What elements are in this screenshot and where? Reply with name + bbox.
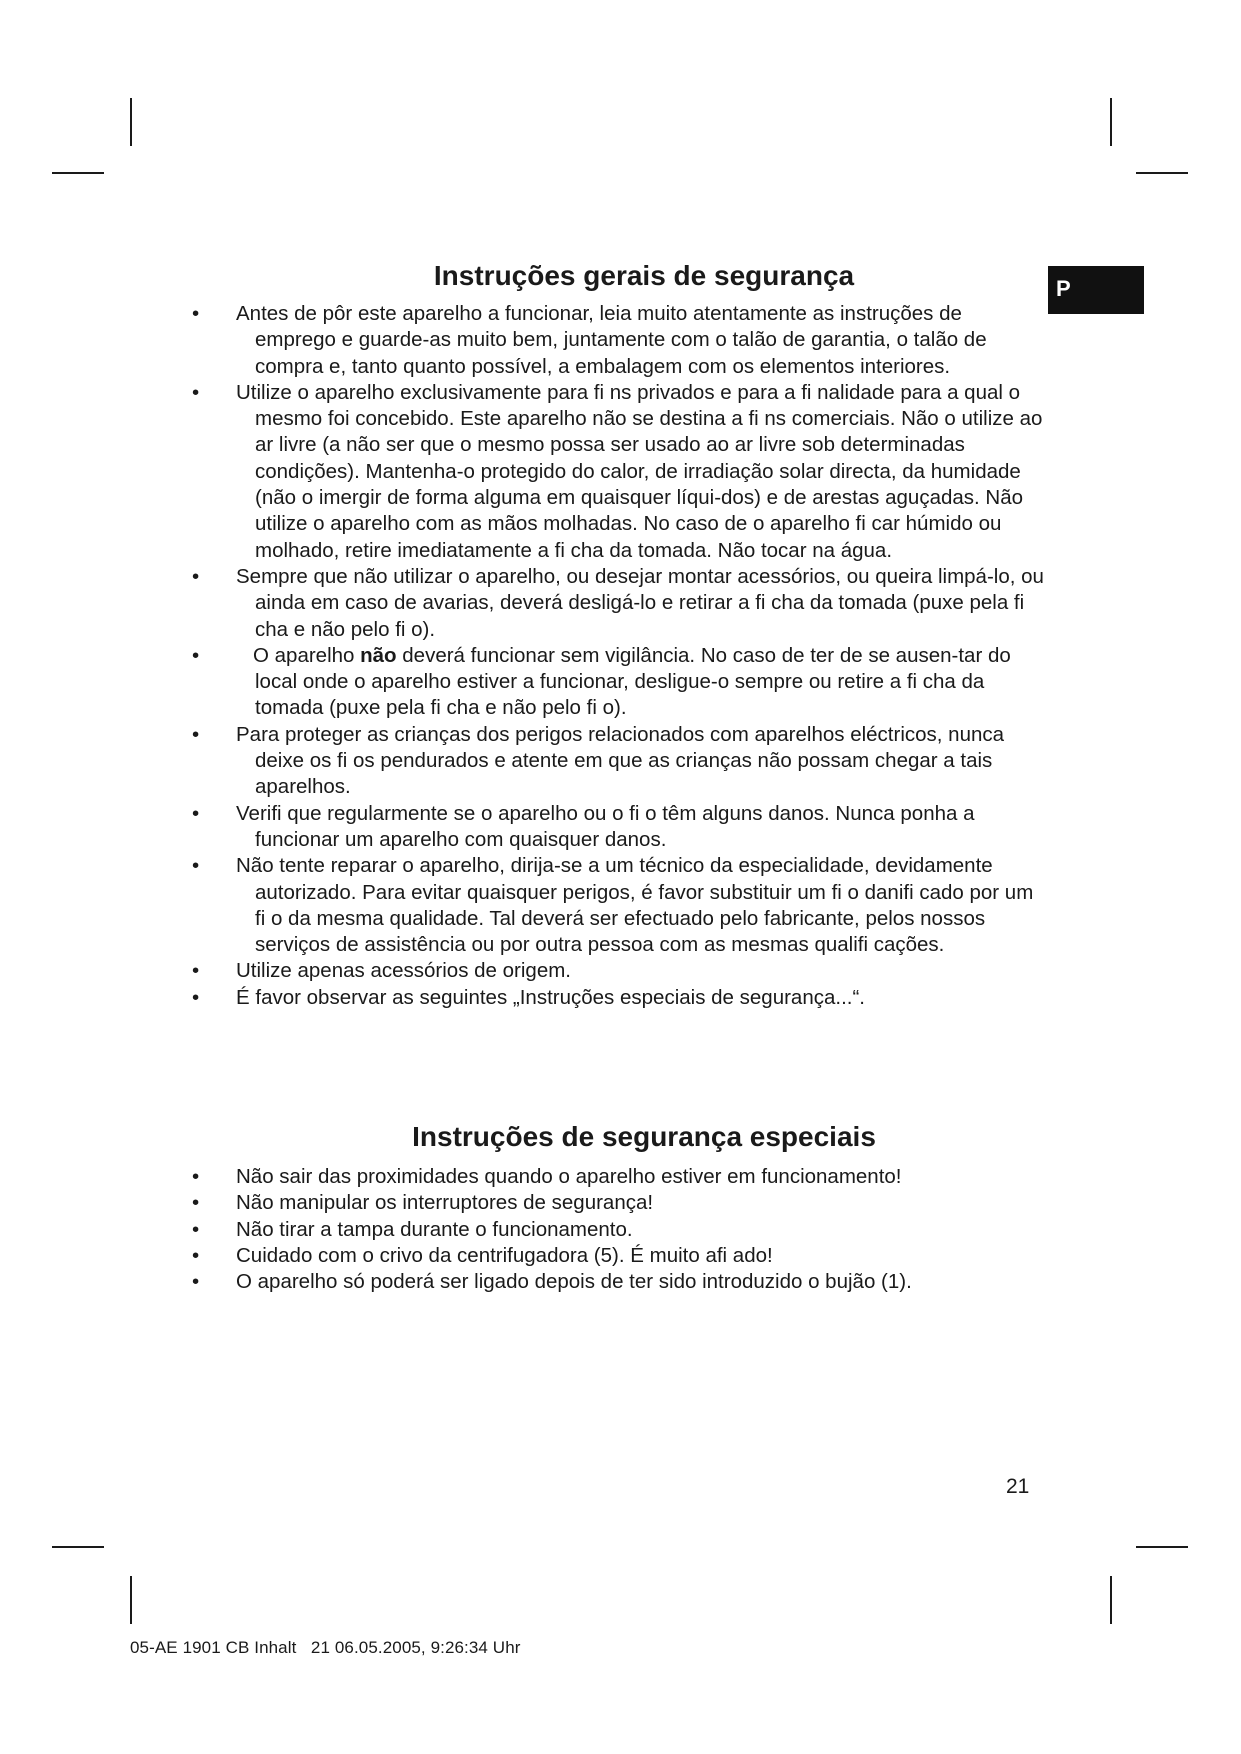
bullet-icon: • — [192, 1217, 200, 1241]
crop-mark-top-right-vertical — [1110, 98, 1112, 146]
list-item: • Para proteger as crianças dos perigos relacionados com aparelhos eléctricos, nunca deixe os fi os pendurados e atente em que as crianças não possam chegar a tais aparelhos. — [192, 722, 1005, 799]
special-safety-section — [192, 1120, 1048, 1295]
list-item: • Não tente reparar o aparelho, dirija-se a um técnico da especialidade, devidamente autorizado. Para evitar quaisquer perigos, é favor substituir um fi o danifi cado por um fi o da mesma qualidade. Tal deverá ser efectuado pelo fabricante, pelos nossos serviços de assistência ou por outra pessoa com as mesmas qualifi cações. — [192, 854, 1034, 957]
list-item: • Sempre que não utilizar o aparelho, ou desejar montar acessórios, ou queira limpá-lo, ou ainda em caso de avarias, deverá desligá-lo e retirar a fi cha da tomada (puxe pela fi cha e não pelo fi o). — [192, 564, 1044, 641]
bullet-icon: • — [192, 959, 200, 983]
bullet-icon: • — [192, 1165, 200, 1188]
list-item: • Cuidado com o crivo da centrifugadora (5). É muito afi ado! — [211, 1243, 1048, 1269]
bullet-icon: • — [192, 801, 200, 825]
crop-mark-bottom-left-vertical — [130, 1576, 132, 1624]
crop-mark-bottom-left-horizontal — [52, 1546, 104, 1548]
list-item: • Não tirar a tampa durante o funcionamento. — [211, 1217, 1048, 1243]
language-tab: P — [1048, 266, 1144, 314]
bullet-icon: • — [192, 1270, 200, 1294]
bullet-icon: • — [192, 1191, 200, 1215]
page-number: 21 — [1006, 1475, 1030, 1498]
crop-mark-top-left-horizontal — [52, 172, 104, 174]
list-item: • Não sair das proximidades quando o aparelho estiver em funcionamento! — [211, 1164, 1048, 1190]
list-item: • Verifi que regularmente se o aparelho ou o fi o têm alguns danos. Nunca ponha a funcionar um aparelho com quaisquer danos. — [192, 801, 975, 851]
crop-mark-top-left-vertical — [130, 98, 132, 146]
crop-mark-bottom-right-horizontal — [1136, 1546, 1188, 1548]
general-safety-list — [192, 301, 1048, 1011]
list-item: • O aparelho não deverá funcionar sem vigilância. No caso de ter de se ausen-tar do local onde o aparelho estiver a funcionar, desligue-o sempre ou retire a fi cha da tomada (puxe pela fi cha e não pelo fi o). — [192, 643, 1011, 720]
print-footer: 05-AE 1901 CB Inhalt 21 06.05.2005, 9:26:34 Uhr — [130, 1638, 521, 1657]
crop-mark-bottom-right-vertical — [1110, 1576, 1112, 1624]
list-item: • O aparelho só poderá ser ligado depois de ter sido introduzido o bujão (1). — [211, 1269, 1048, 1295]
bullet-icon: • — [192, 1243, 200, 1267]
list-item: • Utilize o aparelho exclusivamente para fi ns privados e para a fi nalidade para a qual o mesmo foi concebido. Este aparelho não se destina a fi ns comerciais. Não o utilize ao ar livre (a não ser que o mesmo possa ser usado ao ar livre sob determinadas condições). Mantenha-o protegido do calor, de irradiação solar directa, da humidade (não o imergir de forma alguma em quaisquer líqui-dos) e de arestas aguçadas. Não utilize o aparelho com as mãos molhadas. No caso de o aparelho fi car húmido ou molhado, retire imediatamente a fi cha da tomada. Não tocar na água. — [192, 380, 1043, 562]
list-item: • Utilize apenas acessórios de origem. — [211, 958, 1048, 984]
special-safety-list — [192, 1164, 1048, 1295]
list-item: • Não manipular os interruptores de segurança! — [211, 1190, 1048, 1216]
bullet-icon: • — [192, 854, 200, 878]
list-item: • Antes de pôr este aparelho a funcionar, leia muito atentamente as instruções de emprego e guarde-as muito bem, juntamente com o talão de garantia, o talão de compra e, tanto quanto possível, a embalagem com os elementos interiores. — [192, 302, 987, 378]
section-heading: Instruções de segurança especiais — [412, 1121, 876, 1152]
crop-mark-top-right-horizontal — [1136, 172, 1188, 174]
bullet-icon: • — [192, 985, 200, 1009]
bullet-icon: • — [192, 722, 200, 746]
general-safety-section — [192, 259, 1048, 1011]
bullet-icon: • — [192, 302, 200, 325]
list-item: • É favor observar as seguintes „Instruções especiais de segurança...“. — [211, 985, 1048, 1011]
section-heading: Instruções gerais de segurança — [433, 260, 855, 291]
bullet-icon: • — [192, 564, 200, 588]
bullet-icon: • — [192, 643, 200, 667]
bullet-icon: • — [192, 380, 200, 404]
